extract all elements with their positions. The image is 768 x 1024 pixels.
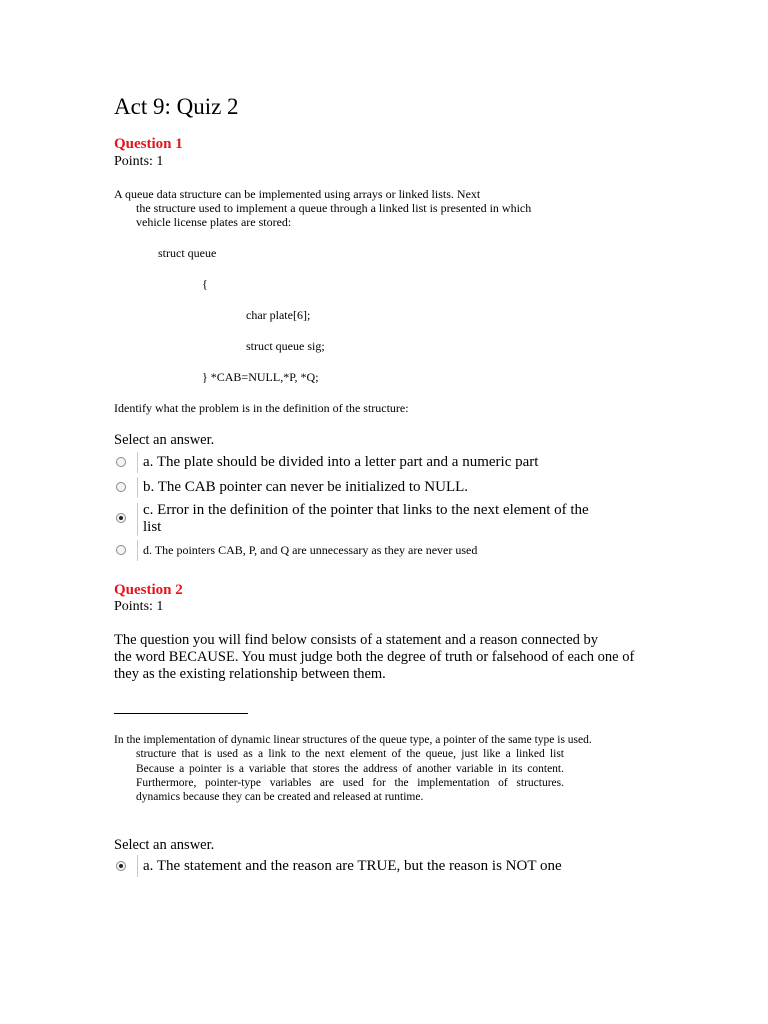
option-a-label[interactable]: a. The plate should be divided into a letter part and a numeric part: [143, 454, 539, 470]
statement-line: In the implementation of dynamic linear structures of the queue type, a pointer of the same type is used.: [114, 734, 592, 746]
question-1-points: Points: 1: [114, 154, 164, 169]
option-divider: [137, 477, 138, 498]
option-divider: [137, 855, 138, 877]
question-2-intro-line: The question you will find below consists of a statement and a reason connected by: [114, 632, 599, 648]
statement-line: Furthermore, pointer-type variables are used for the implementation of structures.: [136, 776, 564, 789]
code-line: struct queue sig;: [246, 339, 325, 353]
question-2-intro-line: the word BECAUSE. You must judge both the degree of truth or falsehood of each one of: [114, 649, 635, 665]
option-a-label[interactable]: a. The statement and the reason are TRUE, but the reason is NOT one: [143, 858, 562, 874]
question-2-select-label: Select an answer.: [114, 837, 215, 853]
question-1-intro-line: A queue data structure can be implemented using arrays or linked lists. Next: [114, 187, 481, 201]
question-2-points: Points: 1: [114, 599, 164, 614]
code-line: {: [202, 277, 208, 291]
separator-line: [114, 713, 248, 714]
option-c-label-cont[interactable]: list: [143, 519, 162, 535]
statement-line: Because a pointer is a variable that stores the address of another variable in its content.: [136, 762, 564, 775]
code-line: } *CAB=NULL,*P, *Q;: [202, 370, 319, 384]
option-divider: [137, 503, 138, 536]
option-divider: [137, 452, 138, 473]
option-d-label[interactable]: d. The pointers CAB, P, and Q are unnecessary as they are never used: [143, 543, 478, 557]
option-c-radio[interactable]: [116, 513, 126, 523]
option-divider: [137, 540, 138, 561]
option-d-radio[interactable]: [116, 545, 126, 555]
code-line: struct queue: [158, 246, 217, 260]
option-a-radio[interactable]: [116, 861, 126, 871]
question-1-select-label: Select an answer.: [114, 432, 215, 448]
statement-line: structure that is used as a link to the next element of the queue, just like a linked list: [136, 748, 564, 761]
option-b-label[interactable]: b. The CAB pointer can never be initialized to NULL.: [143, 479, 469, 495]
statement-line: dynamics because they can be created and released at runtime.: [136, 791, 424, 804]
question-2-heading: Question 2: [114, 582, 183, 598]
statement-block: [114, 733, 644, 804]
code-line: char plate[6];: [246, 308, 311, 322]
page-title: Act 9: Quiz 2: [114, 94, 239, 119]
option-b-radio[interactable]: [116, 482, 126, 492]
option-c-label[interactable]: c. Error in the definition of the pointer that links to the next element of the: [143, 502, 589, 518]
question-1-prompt: Identify what the problem is in the definition of the structure:: [114, 401, 409, 415]
question-1-intro-line: vehicle license plates are stored:: [136, 215, 292, 229]
question-1-heading: Question 1: [114, 136, 183, 152]
option-a-radio[interactable]: [116, 457, 126, 467]
question-2-intro-line: they as the existing relationship between them.: [114, 666, 386, 682]
question-1-intro-line: the structure used to implement a queue through a linked list is presented in which: [136, 201, 532, 215]
